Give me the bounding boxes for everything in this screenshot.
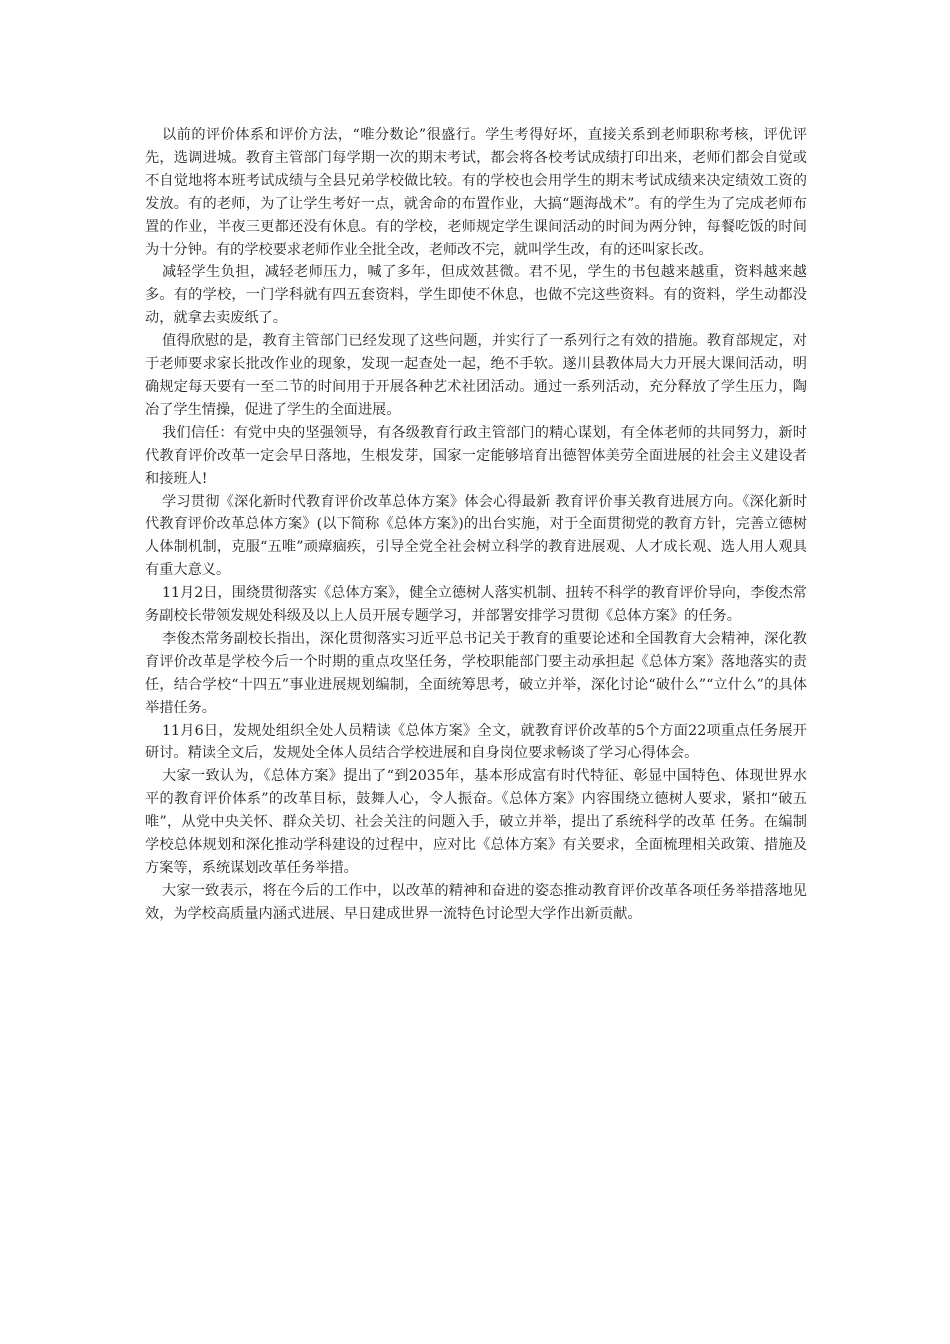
paragraph-8: 11月6日，发规处组织全处人员精读《总体方案》全文，就教育评价改革的5个方面22项重点任务展开研讨。精读全文后，发规处全体人员结合学校进展和自身岗位要求畅谈了学习心得体会。 — [145, 722, 807, 762]
paragraph-3: 值得欣慰的是，教育主管部门已经发现了这些问题，并实行了一系列行之有效的措施。教育部规定，对于老师要求家长批改作业的现象，发现一起查处一起，绝不手软。遂川县教体局大力开展大课间活动，明确规定每天要有一至二节的时间用于开展各种艺术社团活动。通过一系列活动，充分释放了学生压力，陶冶了学生情操，促进了学生的全面进展。 — [145, 333, 807, 418]
paragraph-9: 大家一致认为，《总体方案》提出了“到2035年，基本形成富有时代特征、彰显中国特色、体现世界水平的教育评价体系”的改革目标，鼓舞人心，令人振奋。《总体方案》内容围绕立德树人要求，紧扣“破五唯”，从党中央关怀、群众关切、社会关注的问题入手，破立并举，提出了系统科学的改革 任务。在编制学校总体规划和深化推动学科建设的过程中，应对比《总体方案》有关要求，全面梳理相关政策、措施及方案等，系统谋划改革任务举措。 — [145, 768, 807, 876]
paragraph-5: 学习贯彻《深化新时代教育评价改革总体方案》体会心得最新 教育评价事关教育进展方向。《深化新时代教育评价改革总体方案》(以下简称《总体方案》)的出台实施，对于全面贯彻党的教育方针，完善立德树人体制机制，克服“五唯”顽瘴痼疾，引导全党全社会树立科学的教育进展观、人才成长观、选人用人观具有重大意义。 — [145, 493, 807, 579]
paragraph-1: 以前的评价体系和评价方法，“唯分数论”很盛行。学生考得好坏，直接关系到老师职称考核，评优评先，选调进城。教育主管部门每学期一次的期末考试，都会将各校考试成绩打印出来，老师们都会自觉或不自觉地将本班考试成绩与全县兄弟学校做比较。有的学校也会用学生的期末考试成绩来决定绩效工资的发放。有的老师，为了让学生考好一点，就舍命的布置作业，大搞“题海战术”。有的学生为了完成老师布置的作业，半夜三更都还没有休息。有的学校，老师规定学生课间活动的时间为两分钟，每餐吃饭的时间为十分钟。有的学校要求老师作业全批全改，老师改不完，就叫学生改，有的还叫家长改。 — [145, 127, 807, 258]
paragraph-10: 大家一致表示，将在今后的工作中，以改革的精神和奋进的姿态推动教育评价改革各项任务举措落地见效，为学校高质量内涵式进展、早日建成世界一流特色讨论型大学作出新贡献。 — [145, 882, 807, 922]
paragraph-2: 减轻学生负担，减轻老师压力，喊了多年，但成效甚微。君不见，学生的书包越来越重，资料越来越多。有的学校，一门学科就有四五套资料，学生即使不休息，也做不完这些资料。有的资料，学生动都没动，就拿去卖废纸了。 — [145, 264, 807, 327]
paragraph-4: 我们信任：有党中央的坚强领导，有各级教育行政主管部门的精心谋划，有全体老师的共同努力，新时代教育评价改革一定会早日落地，生根发芽，国家一定能够培育出德智体美劳全面进展的社会主义建设者和接班人! — [145, 424, 807, 487]
paragraph-7: 李俊杰常务副校长指出，深化贯彻落实习近平总书记关于教育的重要论述和全国教育大会精神，深化教育评价改革是学校今后一个时期的重点攻坚任务，学校职能部门要主动承担起《总体方案》落地落实的责任，结合学校“十四五”事业进展规划编制，全面统筹思考，破立并举，深化讨论“破什么”“立什么”的具体举措任务。 — [145, 630, 807, 716]
document-body — [145, 124, 807, 926]
paragraph-6: 11月2日，围绕贯彻落实《总体方案》，健全立德树人落实机制、扭转不科学的教育评价导向，李俊杰常务副校长带领发规处科级及以上人员开展专题学习，并部署安排学习贯彻《总体方案》的任务。 — [145, 585, 807, 625]
